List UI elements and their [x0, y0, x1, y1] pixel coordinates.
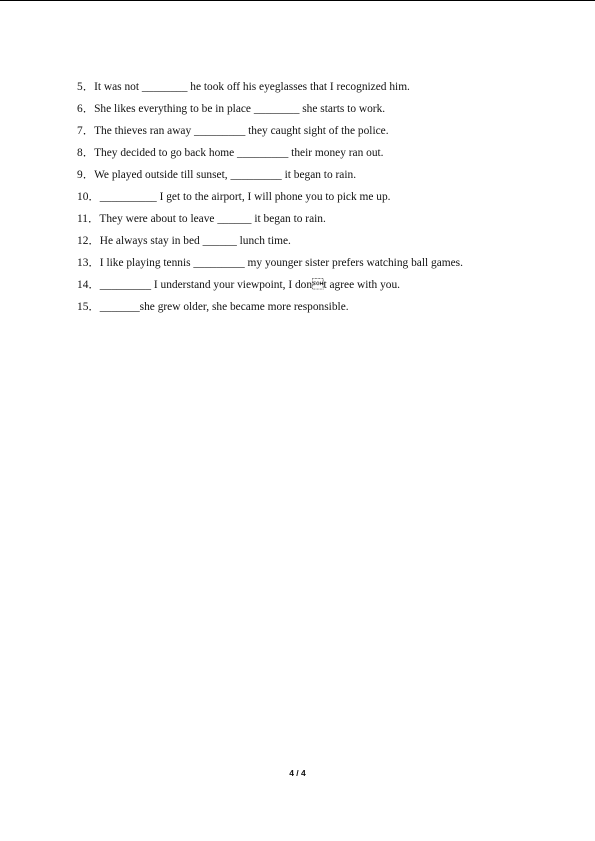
question-number: 15． [77, 301, 100, 313]
question-item [77, 101, 547, 123]
question-text: I like playing tennis _________ my younger sister prefers watching ball games. [99, 257, 463, 269]
question-number: 5． [77, 81, 95, 93]
question-text: We played outside till sunset, _________ it began to rain. [94, 169, 357, 181]
question-item [77, 255, 547, 277]
question-text: __________ I get to the airport, I will phone you to pick me up. [99, 191, 391, 203]
question-item [77, 277, 547, 299]
question-number: 12． [77, 235, 100, 247]
question-item [77, 123, 547, 145]
question-item [77, 145, 547, 167]
question-text: He always stay in bed ______ lunch time. [99, 235, 291, 247]
question-number: 9． [77, 169, 95, 181]
question-list [77, 79, 547, 321]
question-item [77, 233, 547, 255]
question-number: 6． [77, 103, 95, 115]
question-item [77, 79, 547, 101]
page-number: 4 / 4 [289, 768, 306, 778]
question-text: _______she grew older, she became more responsible. [99, 301, 349, 313]
question-text: The thieves ran away _________ they caught sight of the police. [94, 125, 389, 137]
question-number: 14． [77, 279, 100, 291]
question-number: 13． [77, 257, 100, 269]
question-number: 7． [77, 125, 95, 137]
question-number: 10． [77, 191, 100, 203]
question-text: She likes everything to be in place ________ she starts to work. [94, 103, 386, 115]
question-number: 8． [77, 147, 95, 159]
question-item [77, 167, 547, 189]
question-text: They decided to go back home _________ their money ran out. [94, 147, 384, 159]
question-text: They were about to leave ______ it began to rain. [99, 213, 326, 225]
question-item [77, 299, 547, 321]
question-text: _________ I understand your viewpoint, I dont agree with you. [99, 279, 401, 291]
top-border-line [0, 0, 595, 1]
question-item [77, 189, 547, 211]
question-item [77, 211, 547, 233]
question-text: It was not ________ he took off his eyeglasses that I recognized him. [94, 81, 410, 93]
question-number: 11． [77, 213, 100, 225]
